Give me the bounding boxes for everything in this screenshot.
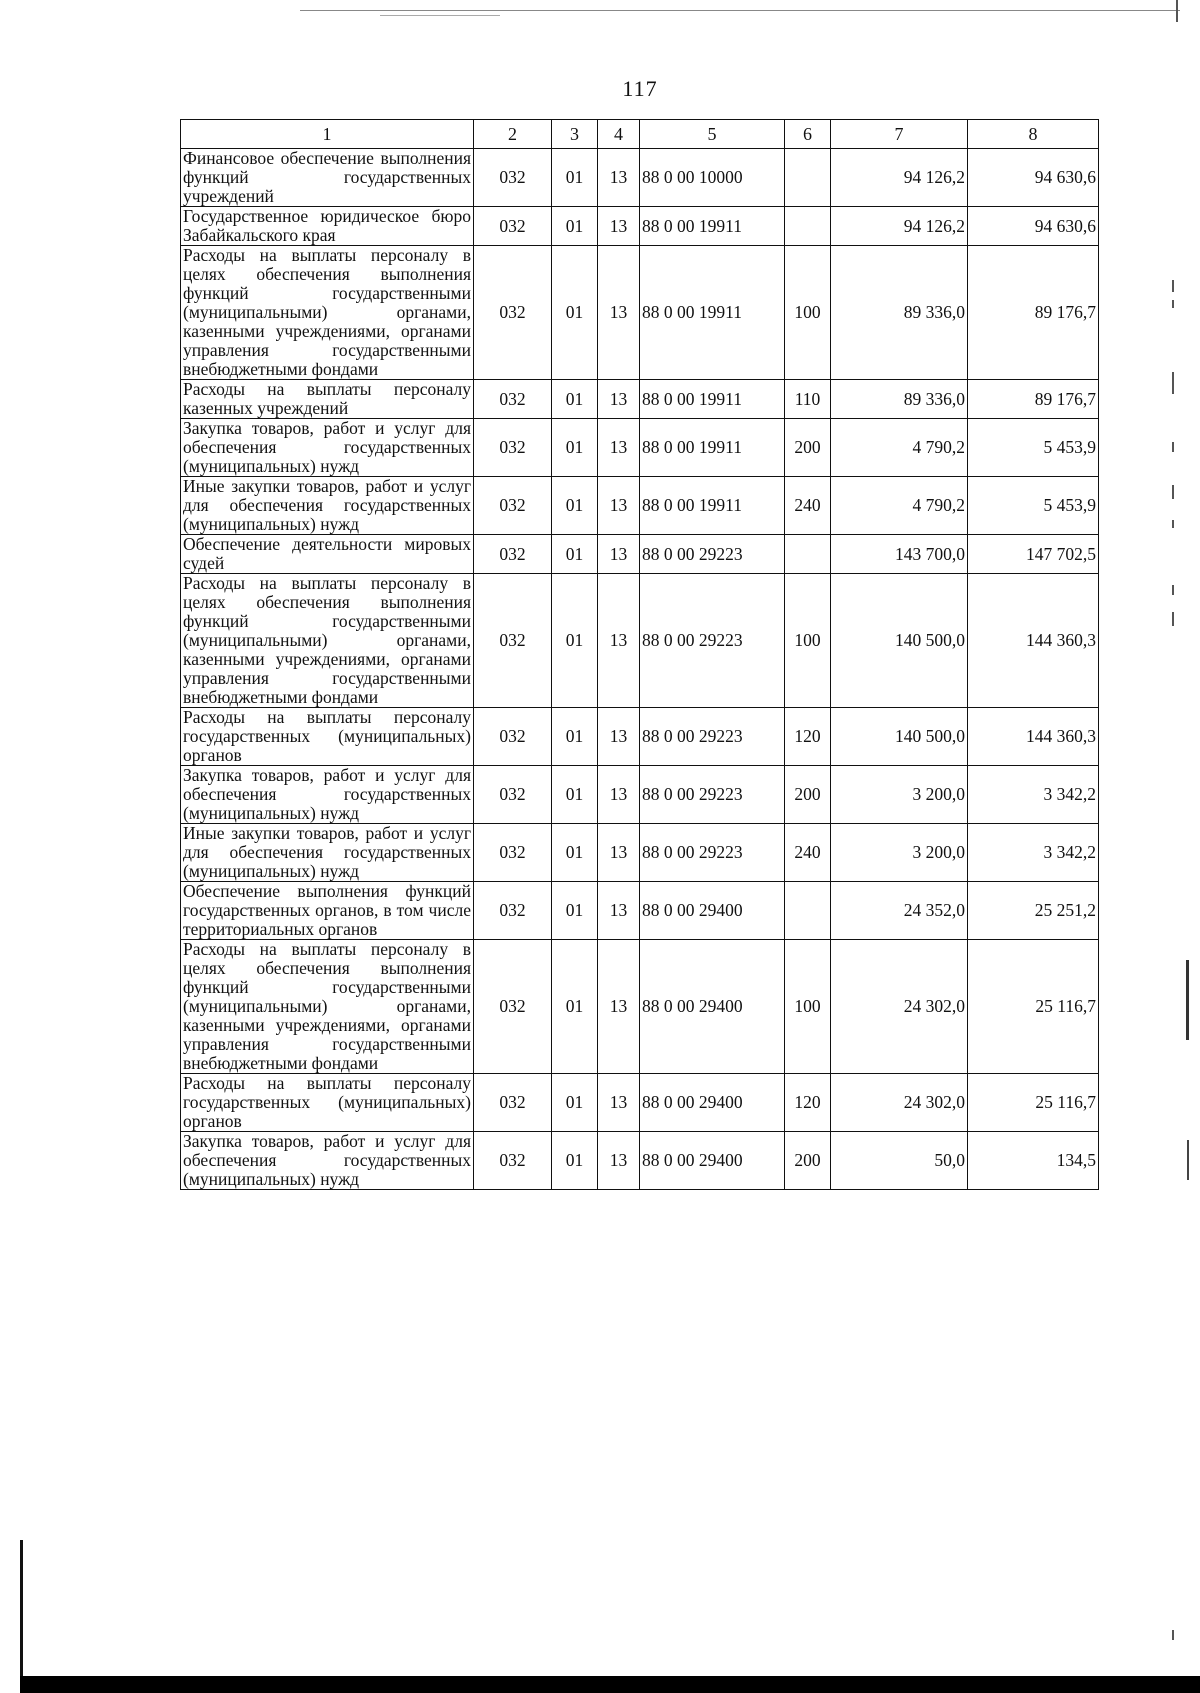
section-code: 01 [552, 1074, 598, 1132]
scan-artifact-mark [1186, 960, 1189, 1040]
section-code: 01 [552, 940, 598, 1074]
expense-type-code: 200 [785, 419, 831, 477]
subsection-code: 13 [598, 149, 640, 207]
amount-col-7: 24 302,0 [831, 940, 968, 1074]
section-code: 01 [552, 149, 598, 207]
target-article-code: 88 0 00 19911 [640, 380, 785, 419]
subsection-code: 13 [598, 766, 640, 824]
subsection-code: 13 [598, 940, 640, 1074]
column-header: 4 [598, 120, 640, 149]
section-code: 01 [552, 246, 598, 380]
section-code: 01 [552, 207, 598, 246]
subsection-code: 13 [598, 1132, 640, 1190]
table-row [181, 708, 1099, 766]
subsection-code: 13 [598, 477, 640, 535]
amount-col-8: 25 251,2 [968, 882, 1099, 940]
column-header: 5 [640, 120, 785, 149]
ministry-code: 032 [474, 940, 552, 1074]
amount-col-7: 89 336,0 [831, 246, 968, 380]
amount-col-8: 94 630,6 [968, 207, 1099, 246]
target-article-code: 88 0 00 29223 [640, 574, 785, 708]
expense-name: Закупка товаров, работ и услуг для обеспечения государственных (муниципальных) нужд [181, 419, 474, 477]
ministry-code: 032 [474, 477, 552, 535]
ministry-code: 032 [474, 708, 552, 766]
table-row [181, 574, 1099, 708]
expense-type-code: 120 [785, 708, 831, 766]
amount-col-7: 3 200,0 [831, 766, 968, 824]
subsection-code: 13 [598, 824, 640, 882]
section-code: 01 [552, 380, 598, 419]
expense-type-code: 100 [785, 246, 831, 380]
target-article-code: 88 0 00 19911 [640, 246, 785, 380]
amount-col-7: 94 126,2 [831, 207, 968, 246]
subsection-code: 13 [598, 708, 640, 766]
ministry-code: 032 [474, 574, 552, 708]
column-header: 3 [552, 120, 598, 149]
target-article-code: 88 0 00 29223 [640, 824, 785, 882]
expense-name: Расходы на выплаты персоналу в целях обеспечения выполнения функций государственными (муниципальными) органами, казенными учреждениями, органами управления государственными внебюджетными фондами [181, 246, 474, 380]
amount-col-8: 94 630,6 [968, 149, 1099, 207]
target-article-code: 88 0 00 19911 [640, 477, 785, 535]
target-article-code: 88 0 00 29223 [640, 766, 785, 824]
section-code: 01 [552, 477, 598, 535]
scan-artifact-line [300, 10, 1180, 11]
section-code: 01 [552, 535, 598, 574]
table-row [181, 1074, 1099, 1132]
subsection-code: 13 [598, 535, 640, 574]
subsection-code: 13 [598, 380, 640, 419]
amount-col-8: 25 116,7 [968, 940, 1099, 1074]
section-code: 01 [552, 419, 598, 477]
expense-type-code: 100 [785, 574, 831, 708]
column-header: 6 [785, 120, 831, 149]
table-row [181, 882, 1099, 940]
amount-col-7: 143 700,0 [831, 535, 968, 574]
section-code: 01 [552, 708, 598, 766]
expense-name: Иные закупки товаров, работ и услуг для обеспечения государственных (муниципальных) нужд [181, 477, 474, 535]
expense-type-code: 240 [785, 477, 831, 535]
table-row [181, 380, 1099, 419]
expense-name: Расходы на выплаты персоналу в целях обеспечения выполнения функций государственными (муниципальными) органами, казенными учреждениями, органами управления государственными внебюджетными фондами [181, 574, 474, 708]
amount-col-7: 4 790,2 [831, 477, 968, 535]
expense-name: Расходы на выплаты персоналу государственных (муниципальных) органов [181, 708, 474, 766]
expense-name: Расходы на выплаты персоналу государственных (муниципальных) органов [181, 1074, 474, 1132]
scan-artifact-mark [1176, 0, 1178, 22]
expense-name: Государственное юридическое бюро Забайкальского края [181, 207, 474, 246]
scan-artifact-dot [1172, 372, 1174, 394]
column-header: 8 [968, 120, 1099, 149]
section-code: 01 [552, 574, 598, 708]
section-code: 01 [552, 1132, 598, 1190]
expense-name: Расходы на выплаты персоналу казенных учреждений [181, 380, 474, 419]
expense-name: Финансовое обеспечение выполнения функций государственных учреждений [181, 149, 474, 207]
amount-col-7: 4 790,2 [831, 419, 968, 477]
expense-name: Обеспечение деятельности мировых судей [181, 535, 474, 574]
ministry-code: 032 [474, 766, 552, 824]
expense-type-code [785, 149, 831, 207]
amount-col-7: 50,0 [831, 1132, 968, 1190]
target-article-code: 88 0 00 29400 [640, 1074, 785, 1132]
ministry-code: 032 [474, 824, 552, 882]
amount-col-8: 5 453,9 [968, 477, 1099, 535]
subsection-code: 13 [598, 1074, 640, 1132]
scan-artifact-dot [1172, 520, 1174, 528]
expense-type-code: 100 [785, 940, 831, 1074]
scan-artifact-dot [1172, 280, 1174, 292]
amount-col-7: 140 500,0 [831, 574, 968, 708]
column-header: 7 [831, 120, 968, 149]
table-row [181, 246, 1099, 380]
amount-col-8: 144 360,3 [968, 574, 1099, 708]
scan-artifact-dot [1172, 485, 1174, 499]
expense-type-code: 120 [785, 1074, 831, 1132]
amount-col-7: 24 352,0 [831, 882, 968, 940]
target-article-code: 88 0 00 29400 [640, 1132, 785, 1190]
amount-col-7: 24 302,0 [831, 1074, 968, 1132]
table-row [181, 824, 1099, 882]
table-row [181, 419, 1099, 477]
subsection-code: 13 [598, 419, 640, 477]
table-header-row [181, 120, 1099, 149]
amount-col-7: 3 200,0 [831, 824, 968, 882]
table-row [181, 1132, 1099, 1190]
subsection-code: 13 [598, 207, 640, 246]
target-article-code: 88 0 00 29223 [640, 708, 785, 766]
ministry-code: 032 [474, 246, 552, 380]
amount-col-8: 25 116,7 [968, 1074, 1099, 1132]
expense-name: Обеспечение выполнения функций государственных органов, в том числе территориальных органов [181, 882, 474, 940]
amount-col-7: 140 500,0 [831, 708, 968, 766]
scan-artifact-mark [1187, 1140, 1189, 1180]
amount-col-8: 3 342,2 [968, 766, 1099, 824]
expense-type-code: 240 [785, 824, 831, 882]
scan-artifact-bar [20, 1676, 1200, 1693]
expense-name: Закупка товаров, работ и услуг для обеспечения государственных (муниципальных) нужд [181, 1132, 474, 1190]
expense-name: Закупка товаров, работ и услуг для обеспечения государственных (муниципальных) нужд [181, 766, 474, 824]
amount-col-8: 144 360,3 [968, 708, 1099, 766]
target-article-code: 88 0 00 19911 [640, 207, 785, 246]
section-code: 01 [552, 882, 598, 940]
expense-type-code: 110 [785, 380, 831, 419]
scan-artifact-dot [1172, 612, 1174, 626]
expense-type-code [785, 207, 831, 246]
ministry-code: 032 [474, 380, 552, 419]
ministry-code: 032 [474, 535, 552, 574]
amount-col-8: 147 702,5 [968, 535, 1099, 574]
scan-artifact-dot [1172, 585, 1174, 595]
amount-col-8: 89 176,7 [968, 246, 1099, 380]
amount-col-8: 89 176,7 [968, 380, 1099, 419]
table-row [181, 207, 1099, 246]
scan-artifact-line [380, 15, 500, 16]
ministry-code: 032 [474, 882, 552, 940]
expense-type-code: 200 [785, 766, 831, 824]
expense-type-code: 200 [785, 1132, 831, 1190]
target-article-code: 88 0 00 29400 [640, 882, 785, 940]
amount-col-8: 3 342,2 [968, 824, 1099, 882]
amount-col-7: 94 126,2 [831, 149, 968, 207]
target-article-code: 88 0 00 19911 [640, 419, 785, 477]
amount-col-8: 5 453,9 [968, 419, 1099, 477]
ministry-code: 032 [474, 1074, 552, 1132]
expense-type-code [785, 882, 831, 940]
table-row [181, 149, 1099, 207]
scan-artifact-dot [1172, 300, 1174, 308]
expense-name: Иные закупки товаров, работ и услуг для обеспечения государственных (муниципальных) нужд [181, 824, 474, 882]
column-header: 1 [181, 120, 474, 149]
ministry-code: 032 [474, 1132, 552, 1190]
target-article-code: 88 0 00 10000 [640, 149, 785, 207]
subsection-code: 13 [598, 574, 640, 708]
table-row [181, 940, 1099, 1074]
budget-table [180, 119, 1099, 1190]
table-row [181, 477, 1099, 535]
section-code: 01 [552, 824, 598, 882]
expense-name: Расходы на выплаты персоналу в целях обеспечения выполнения функций государственными (муниципальными) органами, казенными учреждениями, органами управления государственными внебюджетными фондами [181, 940, 474, 1074]
ministry-code: 032 [474, 207, 552, 246]
subsection-code: 13 [598, 246, 640, 380]
scan-artifact-bar [20, 1540, 23, 1690]
target-article-code: 88 0 00 29223 [640, 535, 785, 574]
column-header: 2 [474, 120, 552, 149]
ministry-code: 032 [474, 419, 552, 477]
scan-artifact-dot [1172, 1630, 1174, 1640]
table-row [181, 766, 1099, 824]
scan-artifact-dot [1172, 442, 1174, 452]
page-number: 117 [622, 76, 658, 101]
table-row [181, 535, 1099, 574]
ministry-code: 032 [474, 149, 552, 207]
subsection-code: 13 [598, 882, 640, 940]
section-code: 01 [552, 766, 598, 824]
amount-col-8: 134,5 [968, 1132, 1099, 1190]
target-article-code: 88 0 00 29400 [640, 940, 785, 1074]
expense-type-code [785, 535, 831, 574]
amount-col-7: 89 336,0 [831, 380, 968, 419]
